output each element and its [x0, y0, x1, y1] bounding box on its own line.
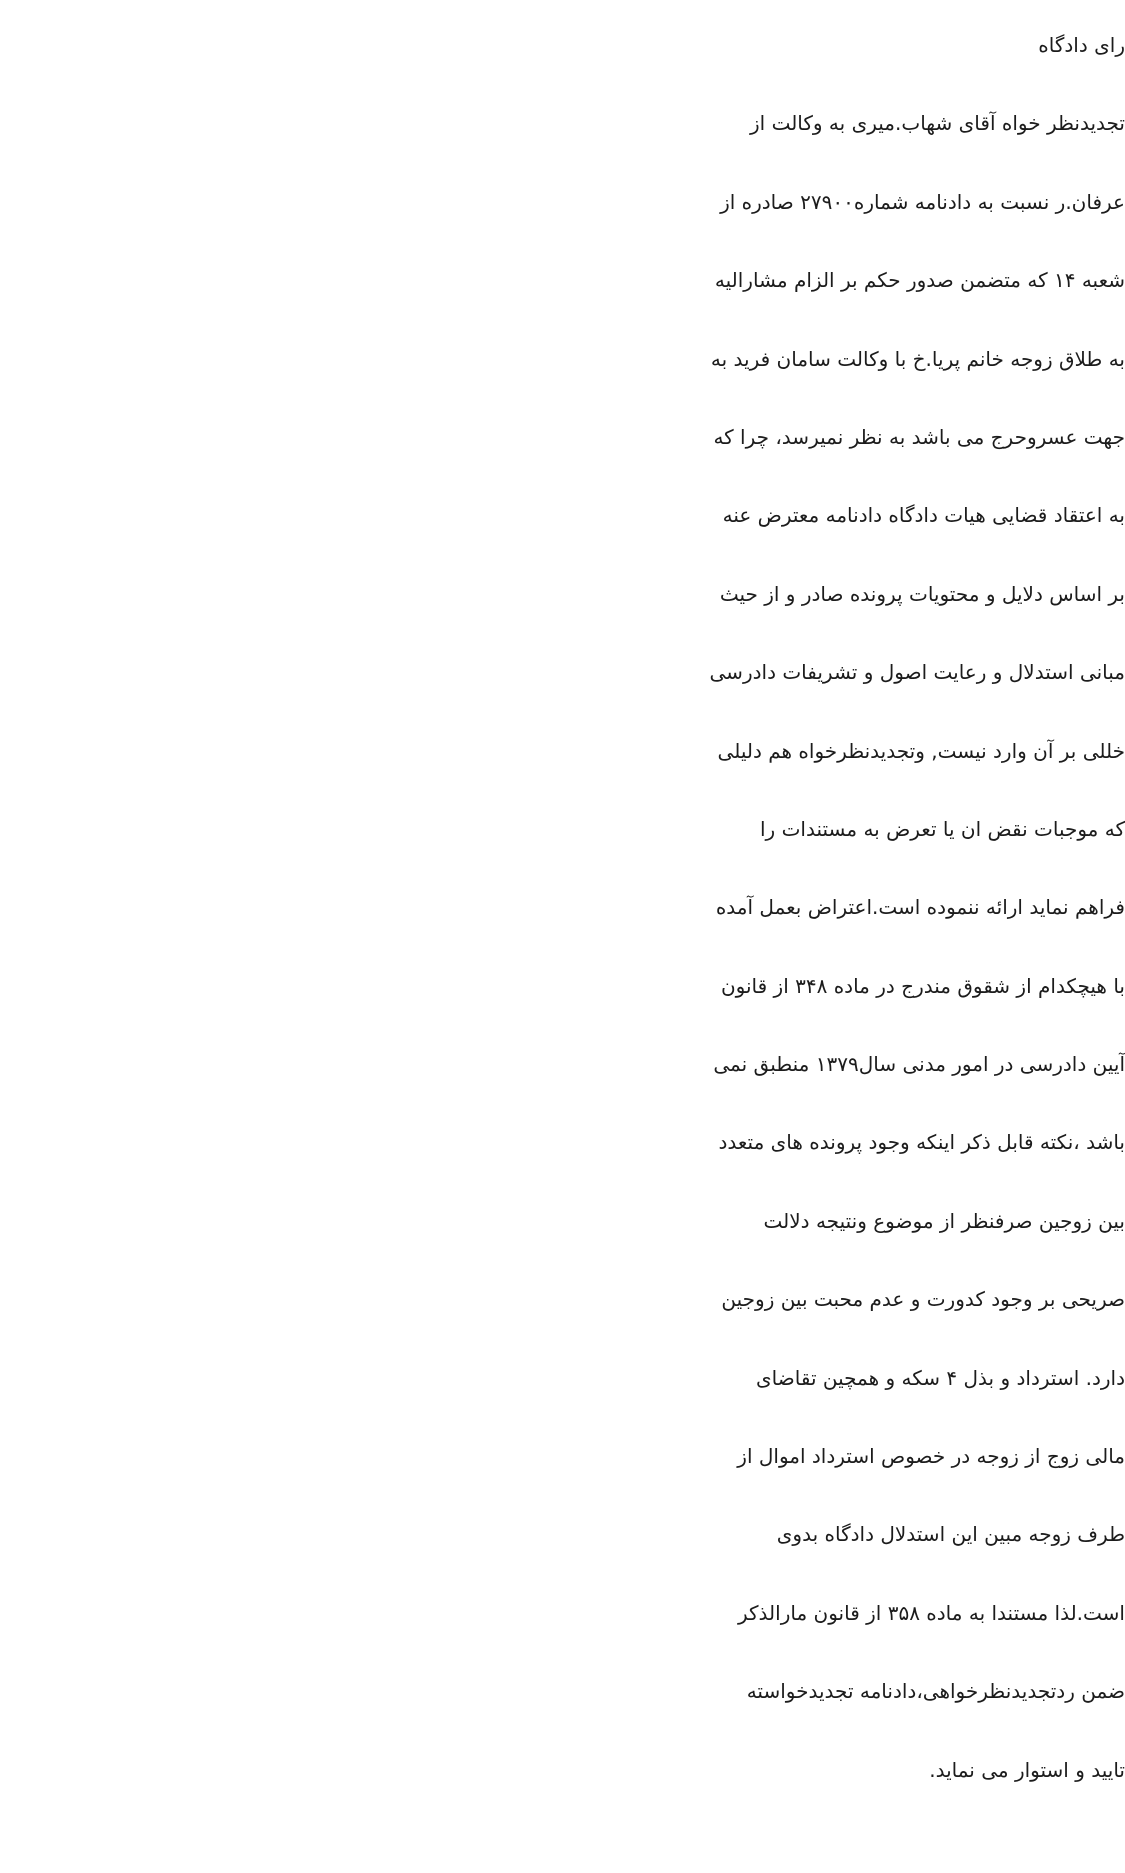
ruling-text-line: تایید و استوار می نماید. [929, 1757, 1125, 1782]
ruling-text-line: شعبه ۱۴ که متضمن صدور حکم بر الزام مشارالیه [714, 268, 1125, 293]
ruling-text-line: آیین دادرسی در امور مدنی سال۱۳۷۹ منطبق نمی [713, 1052, 1125, 1077]
ruling-text-line: به طلاق زوجه خانم پریا.خ با وکالت سامان فرید به [710, 346, 1125, 371]
ruling-text-line: با هیچکدام از شقوق مندرج در ماده ۳۴۸ از قانون [720, 973, 1125, 998]
ruling-text-line: خللی بر آن وارد نیست, وتجدیدنظرخواه هم دلیلی [717, 738, 1125, 763]
ruling-text-line: مالی زوج از زوجه در خصوص استرداد اموال از [737, 1444, 1125, 1469]
ruling-text-line: باشد ،نکته قابل ذکر اینکه وجود پرونده های متعدد [718, 1130, 1125, 1155]
ruling-text-line: بر اساس دلایل و محتویات پرونده صادر و از حیث [719, 581, 1125, 606]
ruling-document [73, 6, 1125, 1809]
ruling-text-line: بین زوجین صرفنظر از موضوع ونتیجه دلالت [763, 1208, 1125, 1233]
ruling-text-line: به اعتقاد قضایی هیات دادگاه دادنامه معترض عنه [722, 503, 1125, 528]
ruling-text-line: است.لذا مستندا به ماده ۳۵۸ از قانون مارالذکر [738, 1600, 1125, 1625]
ruling-text-line: جهت عسروحرج می باشد به نظر نمیرسد، چرا که [713, 424, 1125, 449]
ruling-text-line: فراهم نماید ارائه ننموده است.اعتراض بعمل آمده [715, 895, 1125, 920]
ruling-text-line: دارد. استرداد و بذل ۴ سکه و همچین تقاضای [756, 1365, 1125, 1390]
ruling-text-line: تجدیدنظر خواه آقای شهاب.میری به وکالت از [750, 111, 1125, 136]
ruling-text-line: عرفان.ر نسبت به دادنامه شماره۲۷۹۰۰ صادره از [720, 189, 1125, 214]
ruling-text-line: صریحی بر وجود کدورت و عدم محبت بین زوجین [721, 1287, 1125, 1312]
ruling-text-line: طرف زوجه مبین این استدلال دادگاه بدوی [776, 1522, 1125, 1547]
ruling-text-line: که موجبات نقض ان یا تعرض به مستندات را [760, 816, 1125, 841]
ruling-text-line: ضمن ردتجدیدنظرخواهی،دادنامه تجدیدخواسته [746, 1679, 1125, 1704]
ruling-text-line: مبانی استدلال و رعایت اصول و تشریفات دادرسی [709, 660, 1125, 685]
ruling-title: رای دادگاه [1038, 33, 1125, 57]
